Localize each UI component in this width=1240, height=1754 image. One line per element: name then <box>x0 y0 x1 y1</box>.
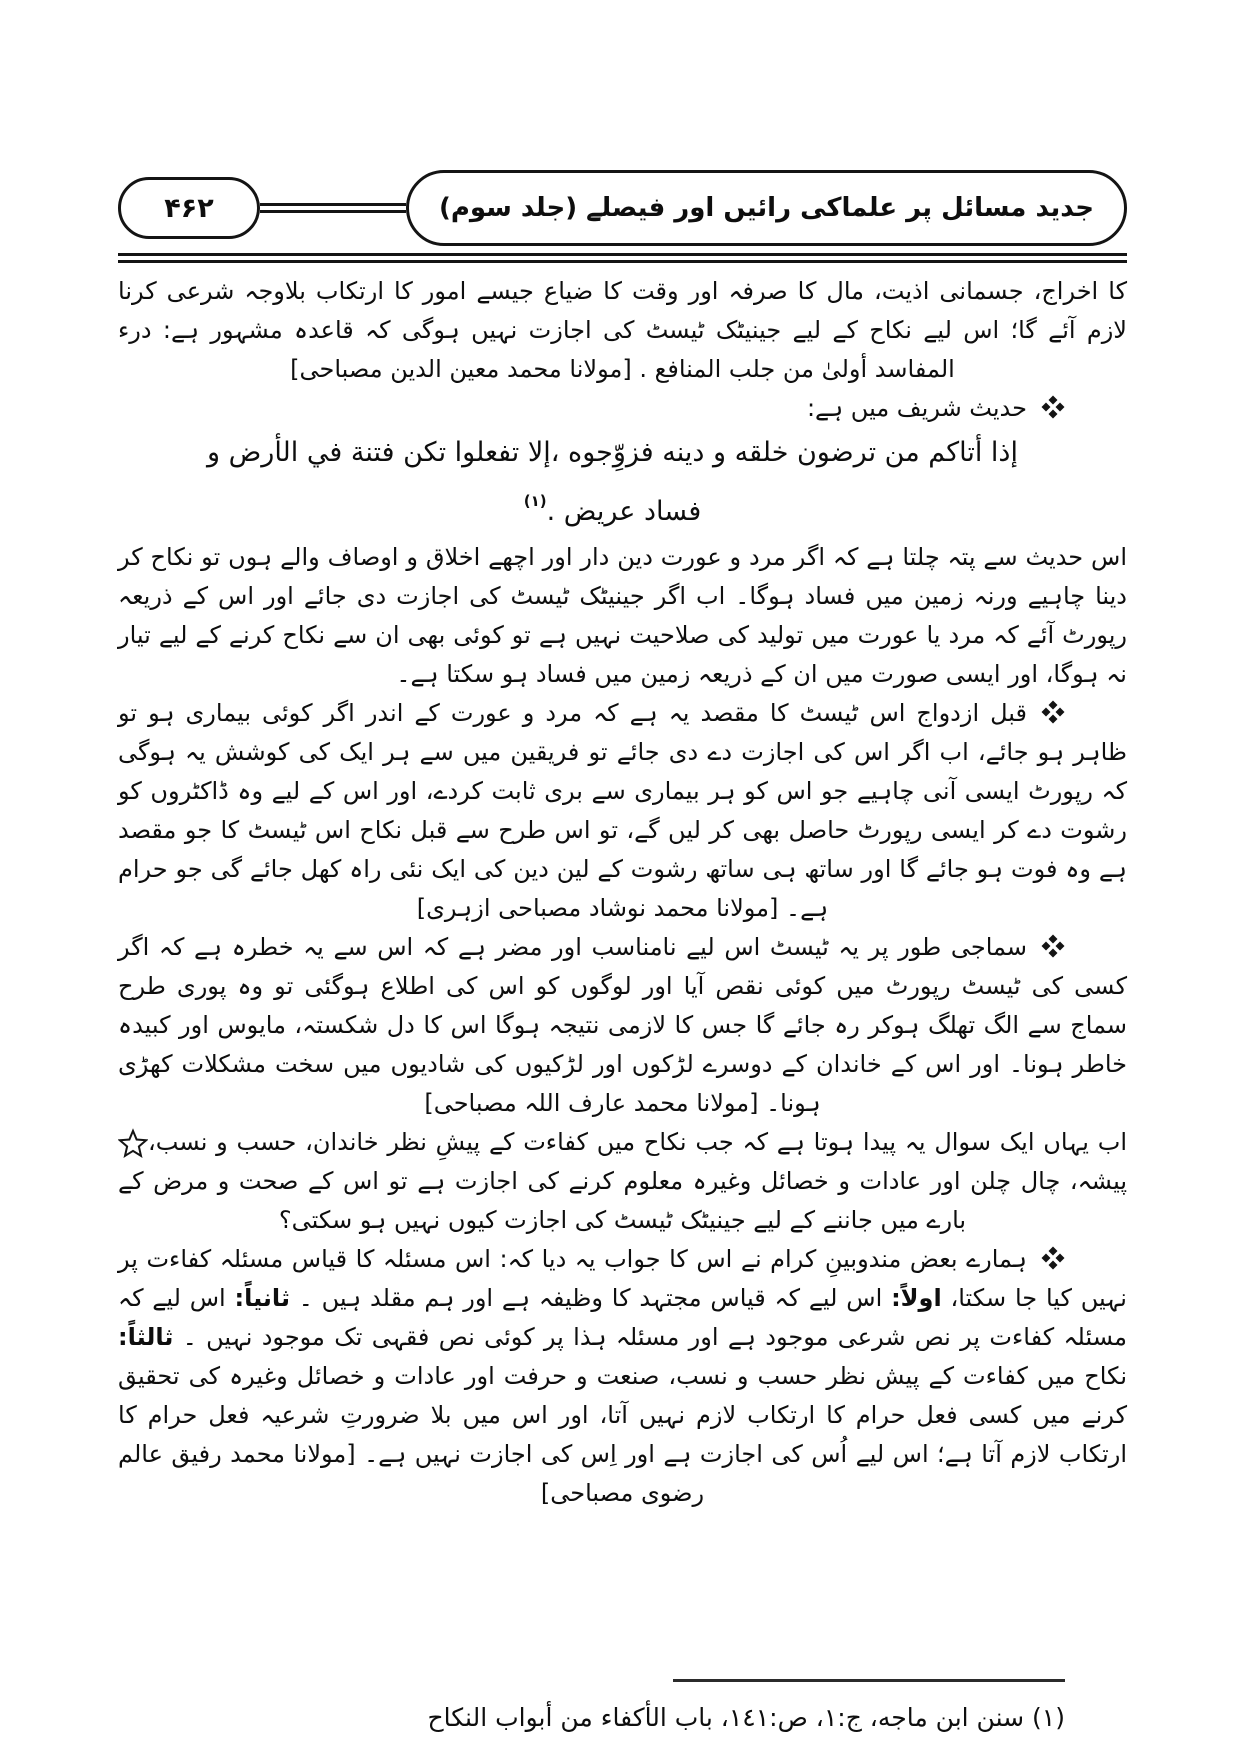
paragraph-continuation <box>118 272 1127 389</box>
footnote-section <box>118 1679 1127 1738</box>
paragraph-text: کا اخراج، جسمانی اذیت، مال کا صرفہ اور وقت کا ضیاع جیسے امور کا ارتکاب بلاوجہ شرعی کرنا لازم آئے گا؛ اس لیے نکاح کے لیے جینیٹک ٹیسٹ کی اجازت نہیں ہوگی کہ قاعدہ مشہور ہے: <box>118 277 1127 344</box>
footnote-reference-marker: (۱) <box>523 492 547 510</box>
paragraph-hadith-explanation <box>118 538 1127 694</box>
footnote-separator-rule <box>673 1679 1065 1682</box>
paragraph-text: سماجی طور پر یہ ٹیسٹ اس لیے نامناسب اور مضر ہے کہ اس سے یہ خطرہ ہے کہ اگر کسی کی ٹیسٹ رپورٹ میں کوئی نقص آیا اور لوگوں کو اس کی اطلاع ہوگئی تو وہ پوری طرح سماج سے الگ تھلگ ہوکر رہ جائے گا جس کا لازمی نتیجہ ہوگا اس کا دل شکستہ، مایوس اور کبیدہ خاطر ہونا۔ اور اس کے خاندان کے دوسرے لڑکوں اور لڑکیوں کی شادیوں میں سخت مشکلات کھڑی ہونا۔ [مولانا محمد عارف اللہ مصباحی] <box>118 933 1127 1117</box>
page-number: ۴۶۲ <box>164 192 214 224</box>
footnote-citation: سنن ابن ماجه، ج:١، ص:١٤١، باب الأكفاء من أبواب النكاح <box>427 1703 1033 1732</box>
paragraph-text: نکاح میں کفاءت کے پیش نظر حسب و نسب، صنعت و حرفت اور عادات و خصائل وغیرہ کی تحقیق کرنے میں کسی فعل حرام کا ارتکاب لازم نہیں آتا، اور اس میں بلا ضرورتِ شرعیہ فعل حرام کا ارتکاب لازم آتا ہے؛ اس لیے اُس کی اجازت ہے اور اِس کی اجازت نہیں ہے۔ [مولانا محمد رفیق عالم رضوی مصباحی] <box>118 1362 1127 1507</box>
paragraph-text: اس لیے کہ قیاس مجتہد کا وظیفہ ہے اور ہم مقلد ہیں ۔ <box>289 1284 892 1312</box>
arabic-maxim-text: درء المفاسد أولىٰ من جلب المنافع . <box>118 316 955 383</box>
bullet-item-hadith-intro <box>118 389 1127 428</box>
footnote-entry <box>118 1698 1127 1738</box>
attribution-text: [مولانا محمد معین الدین مصباحی] <box>290 355 640 383</box>
emphasis-secondly: ثانیاً: <box>234 1284 290 1312</box>
bullet-item-social-harm <box>118 928 1127 1123</box>
star-outline-icon <box>118 1126 148 1162</box>
four-diamonds-bullet-icon <box>1041 934 1065 958</box>
emphasis-firstly: اولاً: <box>891 1284 942 1312</box>
emphasis-thirdly: ثالثاً: <box>118 1323 174 1351</box>
bullet-item-test-purpose <box>118 694 1127 928</box>
four-diamonds-bullet-icon <box>1041 395 1065 419</box>
bullet-item-answer <box>118 1240 1127 1513</box>
hadith-text: إذا أتاكم من ترضون خلقه و دينه فزوِّجوه ،إلا تفعلوا تكن فتنة في الأرض و فساد عريض . <box>207 437 1018 527</box>
question-text: اب یہاں ایک سوال یہ پیدا ہوتا ہے کہ جب نکاح میں کفاءت کے پیشِ نظر خاندان، حسب و نسب، پیشہ، چال چلن اور عادات و خصائل وغیرہ معلوم کرنے کی اجازت ہے تو اس کے صحت و مرض کے بارے میں جاننے کے لیے جینیٹک ٹیسٹ کی اجازت کیوں نہیں ہو سکتی؟ <box>118 1128 1127 1234</box>
footnote-number: (١) <box>1032 1703 1065 1732</box>
page-body <box>118 272 1127 1513</box>
four-diamonds-bullet-icon <box>1041 700 1065 724</box>
paragraph-text: قبل ازدواج اس ٹیسٹ کا مقصد یہ ہے کہ مرد و عورت کے اندر اگر کوئی بیماری ہو تو ظاہر ہو جائے، اب اگر اس کی اجازت دے دی جائے تو فریقین میں سے ہر ایک کی کوشش یہ ہوگی کہ رپورٹ ایسی آنی چاہیے جو اس کو ہر بیماری سے بری ثابت کردے، اور اس کے لیے وہ ڈاکٹروں کو رشوت دے کر ایسی رپورٹ حاصل بھی کر لیں گے، تو اس طرح سے قبل نکاح اس ٹیسٹ کا جو مقصد ہے وہ فوت ہو جائے گا اور ساتھ ہی ساتھ رشوت کے لین دین کی ایک نئی راہ کھل جائے گی جو حرام ہے۔ [مولانا محمد نوشاد مصباحی ازہری] <box>118 699 1128 922</box>
paragraph-text: اس حدیث سے پتہ چلتا ہے کہ اگر مرد و عورت دین دار اور اچھے اخلاق و اوصاف والے ہوں تو نکاح کر دینا چاہیے ورنہ زمین میں فساد ہوگا۔ اب اگر جینیٹک ٹیسٹ کی اجازت دی جائے اور اس کے ذریعہ رپورٹ آئے کہ مرد یا عورت میں تولید کی صلاحیت نہیں ہے تو کوئی بھی ان سے نکاح کرنے کے لیے تیار نہ ہوگا، اور ایسی صورت میں ان کے ذریعہ زمین میں فساد ہو سکتا ہے۔ <box>118 543 1127 688</box>
paragraph-text: ہمارے بعض مندوبینِ کرام نے اس کا جواب یہ دیا کہ: اس مسئلہ کا قیاس مسئلہ کفاءت پر نہیں کیا جا سکتا، <box>118 1245 1127 1312</box>
header-double-rule <box>118 253 1127 263</box>
book-title: جدید مسائل پر علماکی رائیں اور فیصلے (جلد سوم) <box>438 193 1094 223</box>
hadith-arabic <box>118 428 1127 538</box>
hadith-intro-text: حدیث شریف میں ہے: <box>806 394 1027 422</box>
note-item-question <box>118 1123 1127 1240</box>
page-number-badge <box>118 177 260 239</box>
book-title-badge <box>406 170 1127 246</box>
four-diamonds-bullet-icon <box>1041 1246 1065 1270</box>
page-header <box>118 170 1127 246</box>
header-connector-rule <box>260 203 406 213</box>
paragraph-text: اس لیے کہ مسئلہ کفاءت پر نص شرعی موجود ہے اور مسئلہ ہذا پر کوئی نص فقہی تک موجود نہیں ۔ <box>118 1284 1128 1351</box>
